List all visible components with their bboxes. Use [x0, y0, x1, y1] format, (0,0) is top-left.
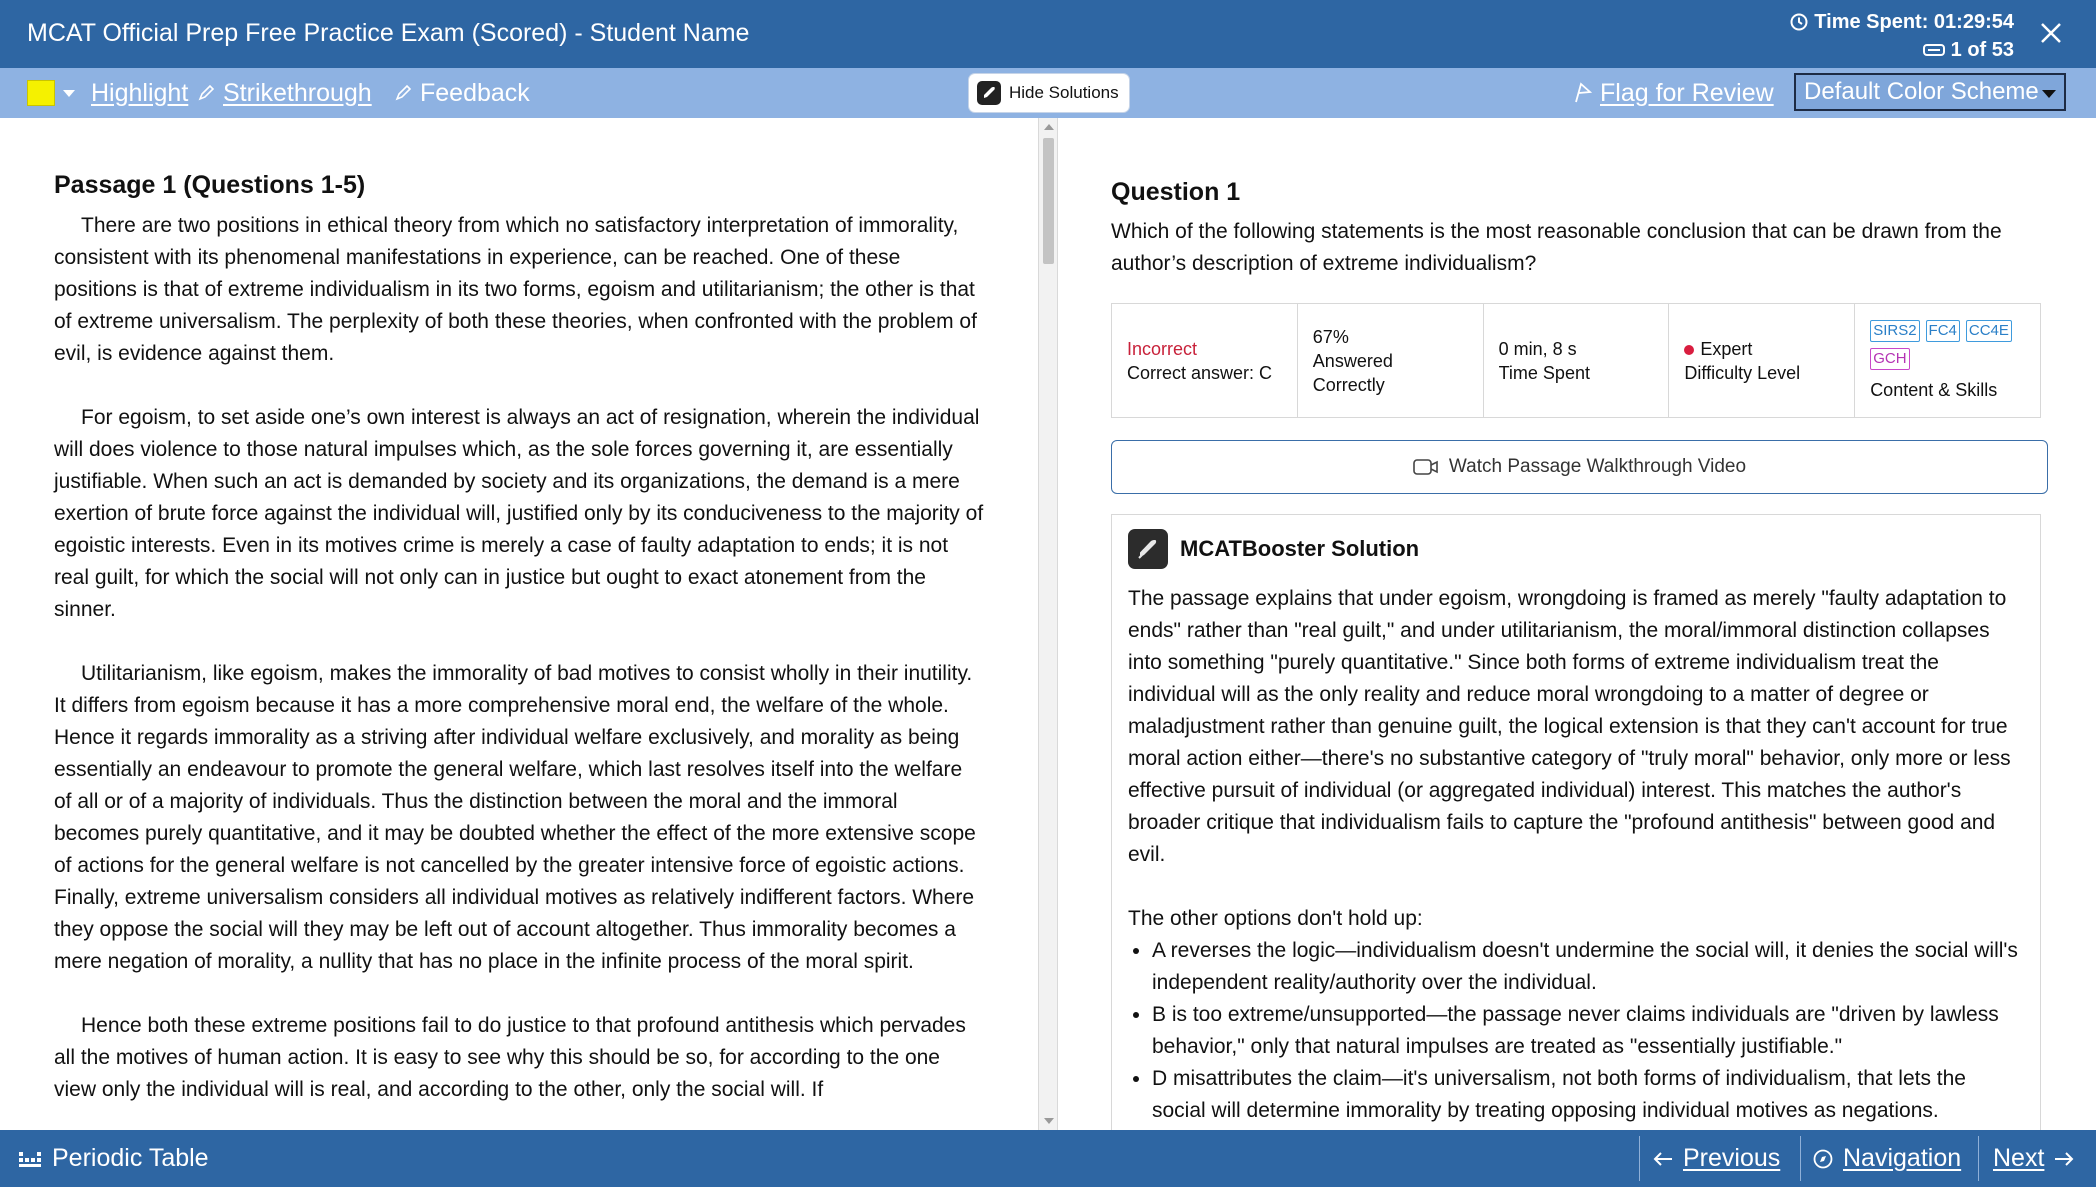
question-text: Which of the following statements is the most reasonable conclusion that can be drawn from the author’s description of extreme individualism? [1111, 220, 2002, 275]
strikethrough-label: Strikethrough [223, 78, 372, 107]
question-count-icon [1923, 42, 1945, 58]
difficulty-value: Expert [1700, 338, 1753, 359]
difficulty-dot-icon [1684, 345, 1694, 355]
solution-bullet: • A reverses the logic—individualism doesn't undermine the social will, it denies the social will's independent reality/authority over the individual. [1152, 935, 2024, 999]
passage-heading: Passage 1 (Questions 1-5) [54, 171, 366, 199]
result-status: Incorrect [1127, 338, 1198, 359]
time-label: Time Spent [1498, 362, 1590, 383]
skills-stat [1855, 304, 2040, 417]
video-camera-icon [1413, 458, 1439, 476]
bottom-bar [0, 1130, 2096, 1187]
highlight-color-swatch[interactable] [27, 80, 55, 106]
timer-panel [1790, 8, 2014, 64]
percent-label: Answered Correctly [1312, 350, 1393, 395]
divider [1639, 1136, 1640, 1181]
time-value: 0 min, 8 s [1498, 338, 1577, 359]
divider [1978, 1136, 1979, 1181]
question-counter: 1 of 53 [1950, 39, 2014, 61]
solution-other-intro: The other options don't hold up: [1128, 907, 1423, 930]
pencil-icon [197, 84, 215, 102]
skill-tags [1870, 320, 2025, 370]
feedback-label: Feedback [420, 78, 530, 107]
correct-answer: Correct answer: C [1127, 362, 1273, 383]
question-stats [1111, 303, 2041, 418]
next-button[interactable] [1993, 1130, 2074, 1187]
difficulty-label: Difficulty Level [1684, 362, 1801, 383]
solution-bullets [1128, 935, 2024, 1127]
passage [54, 170, 984, 1130]
title-bar [0, 0, 2096, 68]
hide-solutions-label: Hide Solutions [1009, 83, 1119, 102]
periodic-table-button[interactable] [18, 1130, 209, 1187]
periodic-table-label: Periodic Table [52, 1144, 209, 1172]
highlight-button[interactable] [27, 68, 188, 118]
navigation-button[interactable] [1813, 1130, 1961, 1187]
flag-for-review-label: Flag for Review [1600, 78, 1774, 107]
result-stat [1112, 304, 1298, 417]
feedback-button[interactable] [394, 68, 530, 118]
skill-tag[interactable]: FC4 [1926, 320, 1960, 342]
skill-tag[interactable]: CC4E [1966, 320, 2012, 342]
rocket-icon [1128, 529, 1168, 569]
question-title: Question 1 [1111, 178, 1241, 206]
solution-heading: MCATBooster Solution [1180, 536, 1420, 561]
question-pane [1058, 118, 2096, 1130]
exam-title: MCAT Official Prep Free Practice Exam (Scored) - Student Name [27, 19, 750, 47]
flag-icon [1572, 82, 1592, 104]
time-stat [1484, 304, 1670, 417]
strikethrough-button[interactable] [197, 68, 372, 118]
compass-icon [1813, 1149, 1833, 1169]
passage-paragraph: For egoism, to set aside one’s own interest is always an act of resignation, wherein the individual will does violence to those natural impulses which, as the sole forces governing it, are essentially justifiable. When such an act is demanded by society and its organizations, the demand is a mere exertion of brute force against the individual will, justified only by its conduciveness to the majority of egoistic interests. Even in its motives crime is merely a case of faulty adaptation to ends; it is not real guilt, for which the social will not only can in justice but ought to exact atonement from the sinner. [54, 406, 984, 621]
chevron-down-icon[interactable] [63, 90, 75, 97]
percent-stat [1298, 304, 1484, 417]
passage-paragraph: Utilitarianism, like egoism, makes the immorality of bad motives to consist wholly in their inutility. It differs from egoism because it has a more comprehensive moral end, the welfare of the whole. Hence it regards immorality as a striving after individual welfare exclusively, and morality as being essentially an endeavour to promote the general welfare, which last resolves itself into the welfare of all or of a majority of individuals. Thus the distinction between the moral and the immoral becomes purely quantitative, and it may be doubted whether the effect of the more extensive scope of actions for the general welfare is not cancelled by the greater intensive force of egoistic actions. Finally, extreme universalism considers all individual motives as relatively indifferent factors. Where they oppose the social will they may be left out of account altogether. Thus immorality becomes a mere negation of morality, a nullity that has no place in the infinite process of the moral spirit. [54, 662, 976, 973]
skill-tag[interactable]: SIRS2 [1870, 320, 1919, 342]
watch-video-label: Watch Passage Walkthrough Video [1448, 456, 1747, 477]
passage-paragraph: Hence both these extreme positions fail to do justice to that profound antithesis which pervades all the motives of human action. It is easy to see why this should be so, for according to the one view only the individual will is real, and according to the other, only the social will. If [54, 1014, 966, 1101]
flag-for-review-button[interactable] [1572, 68, 1774, 118]
color-scheme-value: Default Color Scheme [1804, 78, 2039, 105]
watch-video-button[interactable] [1111, 440, 2048, 494]
highlight-label: Highlight [91, 78, 189, 107]
scroll-thumb[interactable] [1043, 138, 1054, 264]
previous-button[interactable] [1653, 1130, 1780, 1187]
scroll-up-icon[interactable] [1044, 124, 1054, 130]
skills-label: Content & Skills [1870, 379, 1998, 400]
percent-correct: 67% [1312, 326, 1349, 347]
navigation-label: Navigation [1843, 1144, 1962, 1172]
skill-tag[interactable]: GCH [1870, 348, 1909, 370]
periodic-table-icon [18, 1150, 42, 1168]
pencil-icon [394, 84, 412, 102]
previous-label: Previous [1683, 1144, 1781, 1172]
arrow-left-icon [1653, 1151, 1673, 1167]
close-icon[interactable] [2036, 18, 2066, 48]
scroll-down-icon[interactable] [1044, 1118, 1054, 1124]
passage-scrollbar[interactable] [1038, 118, 1058, 1130]
next-label: Next [1993, 1144, 2045, 1172]
passage-pane [0, 118, 1038, 1130]
arrow-right-icon [2054, 1151, 2074, 1167]
solution-panel [1111, 514, 2041, 1130]
solution-paragraph: The passage explains that under egoism, wrongdoing is framed as merely "faulty adaptation to ends" rather than "real guilt," and under utilitarianism, the moral/immoral distinction collapses into something "purely quantitative." Since both forms of extreme individualism treat the individual will as the only reality and reduce moral wrongdoing to a matter of degree or maladjustment rather than genuine guilt, the logical extension is that they can't account for true moral action either—there's no substantive category of "truly moral" behavior, only more or less effective pursuit of individual (or aggregated individual) interest. This matches the author's broader critique that individualism fails to capture the "profound antithesis" between good and evil. [1128, 587, 2011, 866]
passage-paragraph: There are two positions in ethical theory from which no satisfactory interpretation of immorality, consistent with its phenomenal manifestations in experience, can be reached. One of these positions is that of extreme individualism in its two forms, egoism and utilitarianism; the other is that of extreme universalism. The perplexity of both these theories, when confronted with the problem of evil, is evidence against them. [54, 214, 977, 365]
time-spent: Time Spent: 01:29:54 [1814, 11, 2014, 33]
color-scheme-select[interactable] [1794, 73, 2066, 111]
hide-solutions-button[interactable] [969, 74, 1129, 112]
rocket-icon [977, 81, 1001, 105]
solution-bullet: • D misattributes the claim—it's universalism, not both forms of individualism, that lets the social will determine immorality by treating opposing individual motives as negations. [1152, 1063, 2024, 1127]
clock-icon [1790, 13, 1808, 31]
divider [1800, 1136, 1801, 1181]
chevron-down-icon [2042, 90, 2056, 98]
solution-bullet: • B is too extreme/unsupported—the passage never claims individuals are "driven by lawless behavior," only that natural impulses are treated as "essentially justifiable." [1152, 999, 2024, 1063]
difficulty-stat [1669, 304, 1855, 417]
